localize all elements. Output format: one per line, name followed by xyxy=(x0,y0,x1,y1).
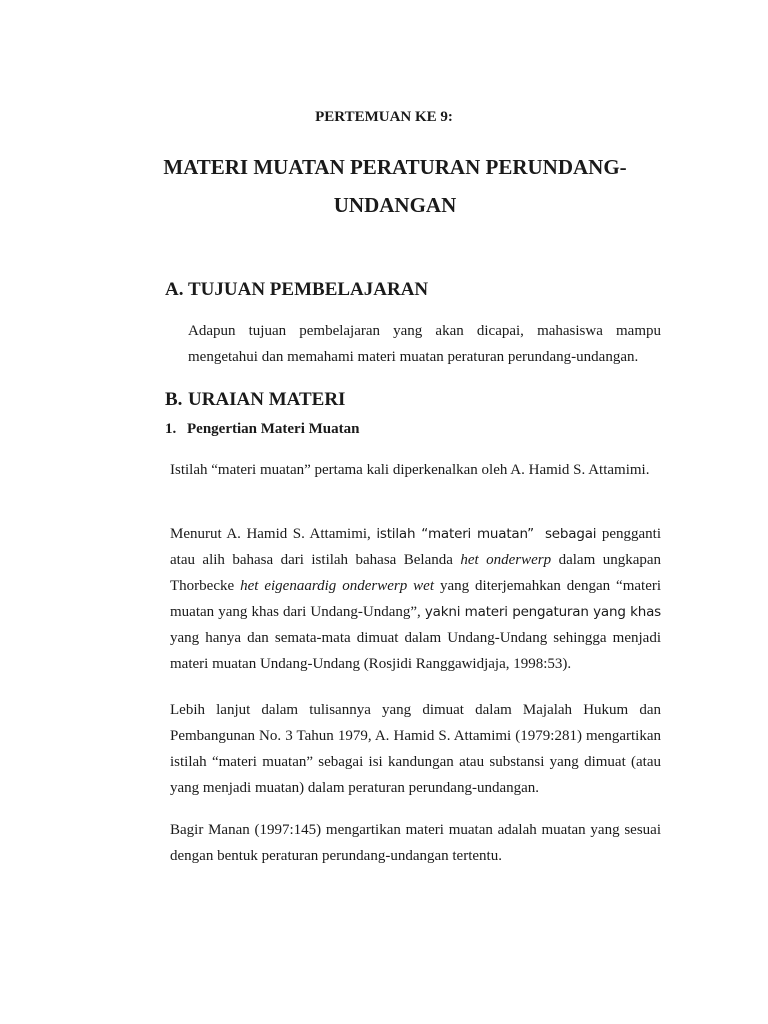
section-b-title: URAIAN MATERI xyxy=(188,389,346,410)
learning-goal-paragraph: Adapun tujuan pembelajaran yang akan dicapai, mahasiswa mampu mengetahui dan memahami materi muatan peraturan perundang-undangan. xyxy=(188,323,661,365)
paragraph-3: Lebih lanjut dalam tulisannya yang dimuat dalam Majalah Hukum dan Pembangunan No. 3 Tahun 1979, A. Hamid S. Attamimi (1979:281) mengartikan istilah “materi muatan” sebagai isi kandungan atau substansi yang dimuat (atau yang menjadi muatan) dalam peraturan perundang-undangan. xyxy=(170,702,661,796)
section-b-heading xyxy=(165,389,345,411)
p2-part-7: het eigenaardig onderwerp wet xyxy=(240,578,434,594)
paragraph-1: Istilah “materi muatan” pertama kali diperkenalkan oleh A. Hamid S. Attamimi. xyxy=(170,462,650,478)
p2-part-1: Menurut A. Hamid S. Attamimi, xyxy=(170,526,371,542)
p2-part-9: yakni materi pengaturan yang khas xyxy=(424,604,661,620)
section-a-letter: A. xyxy=(165,279,184,300)
p2-part-6: dalam ungkapan Thorbecke xyxy=(170,552,662,594)
title-line-2: UNDANGAN xyxy=(333,193,457,217)
subsection-title: Pengertian Materi Muatan xyxy=(187,421,360,437)
p2-part-4: pengganti atau alih bahasa dari istilah bahasa Belanda xyxy=(170,526,661,568)
section-a-title: TUJUAN PEMBELAJARAN xyxy=(188,279,429,300)
subsection-number: 1. xyxy=(165,421,177,437)
p2-part-5: het onderwerp xyxy=(460,552,552,568)
paragraph-2 xyxy=(170,521,661,677)
meeting-label: PERTEMUAN KE 9: xyxy=(315,109,453,125)
section-b-letter: B. xyxy=(165,389,183,410)
section-a-heading xyxy=(165,279,428,301)
p2-part-2: istilah “materi muatan” xyxy=(376,526,534,542)
paragraph-4: Bagir Manan (1997:145) mengartikan materi muatan adalah muatan yang sesuai dengan bentuk peraturan perundang-undangan tertentu. xyxy=(170,822,661,864)
title-line-1: MATERI MUATAN PERATURAN PERUNDANG- xyxy=(163,155,627,179)
p2-part-3: sebagai xyxy=(544,526,597,542)
page-title xyxy=(150,148,640,224)
subsection-heading xyxy=(165,421,359,438)
p2-part-10: yang hanya dan semata-mata dimuat dalam Undang-Undang sehingga menjadi materi muatan Undang-Undang (Rosjidi Ranggawidjaja, 1998:53). xyxy=(170,630,661,672)
p2-part-8: yang diterjemahkan dengan “materi muatan yang khas dari Undang-Undang”, xyxy=(170,578,662,620)
